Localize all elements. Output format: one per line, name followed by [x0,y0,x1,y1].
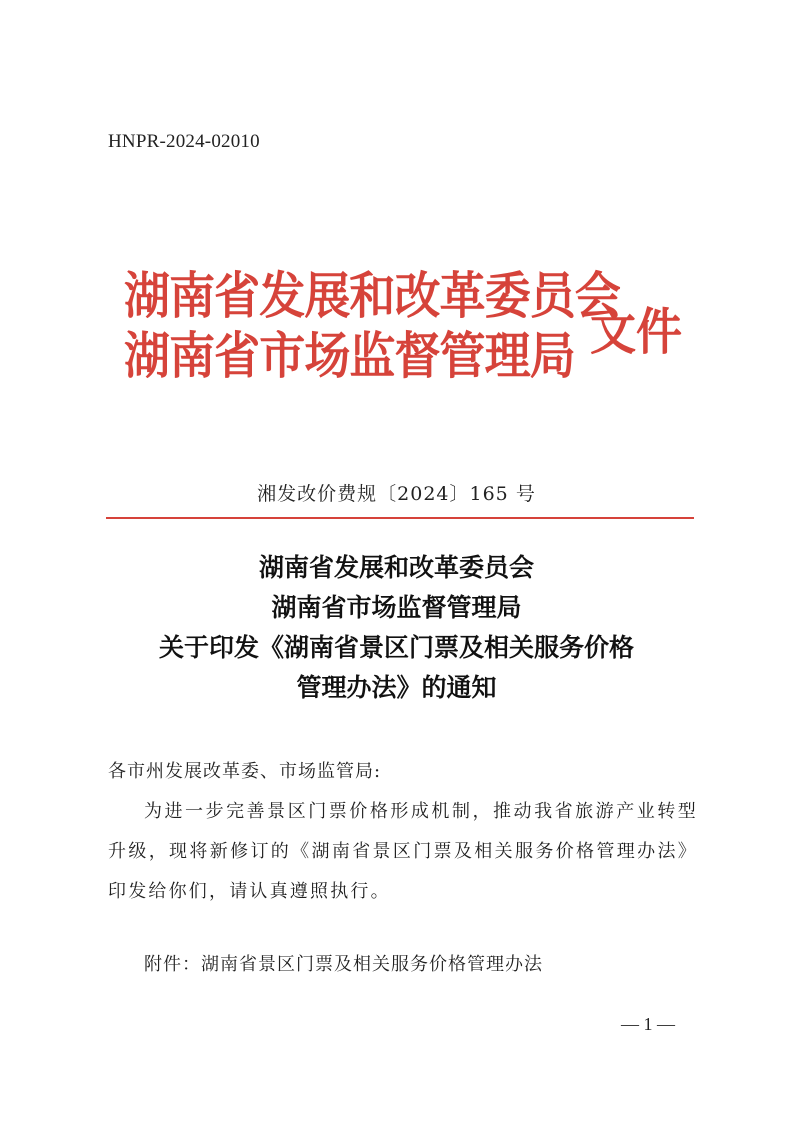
red-divider [106,517,694,519]
title-line-1: 湖南省发展和改革委员会 [258,553,534,582]
document-number: 湘发改价费规〔2024〕165 号 [257,483,536,505]
header-agency-1: 湖南省发展和改革委员会 [124,266,620,325]
page-number: — 1 — [621,1014,675,1034]
body-paragraph: 为进一步完善景区门票价格形成机制，推动我省旅游产业转型升级，现将新修订的《湖南省景区门票及相关服务价格管理办法》印发给你们，请认真遵照执行。 [108,801,698,902]
document-title [0,548,793,708]
salutation: 各市州发展改革委、市场监管局: [108,761,382,782]
title-line-4: 管理办法》的通知 [296,673,497,702]
title-line-3: 关于印发《湖南省景区门票及相关服务价格 [158,633,634,662]
body-text [108,752,698,912]
header-agency-2: 湖南省市场监督管理局 [124,326,575,385]
attachment-line: 附件：湖南省景区门票及相关服务价格管理办法 [144,954,543,975]
red-header [124,268,684,408]
header-suffix: 文件 [590,302,682,361]
document-code: HNPR-2024-02010 [108,131,260,152]
title-line-2: 湖南省市场监督管理局 [271,593,522,622]
